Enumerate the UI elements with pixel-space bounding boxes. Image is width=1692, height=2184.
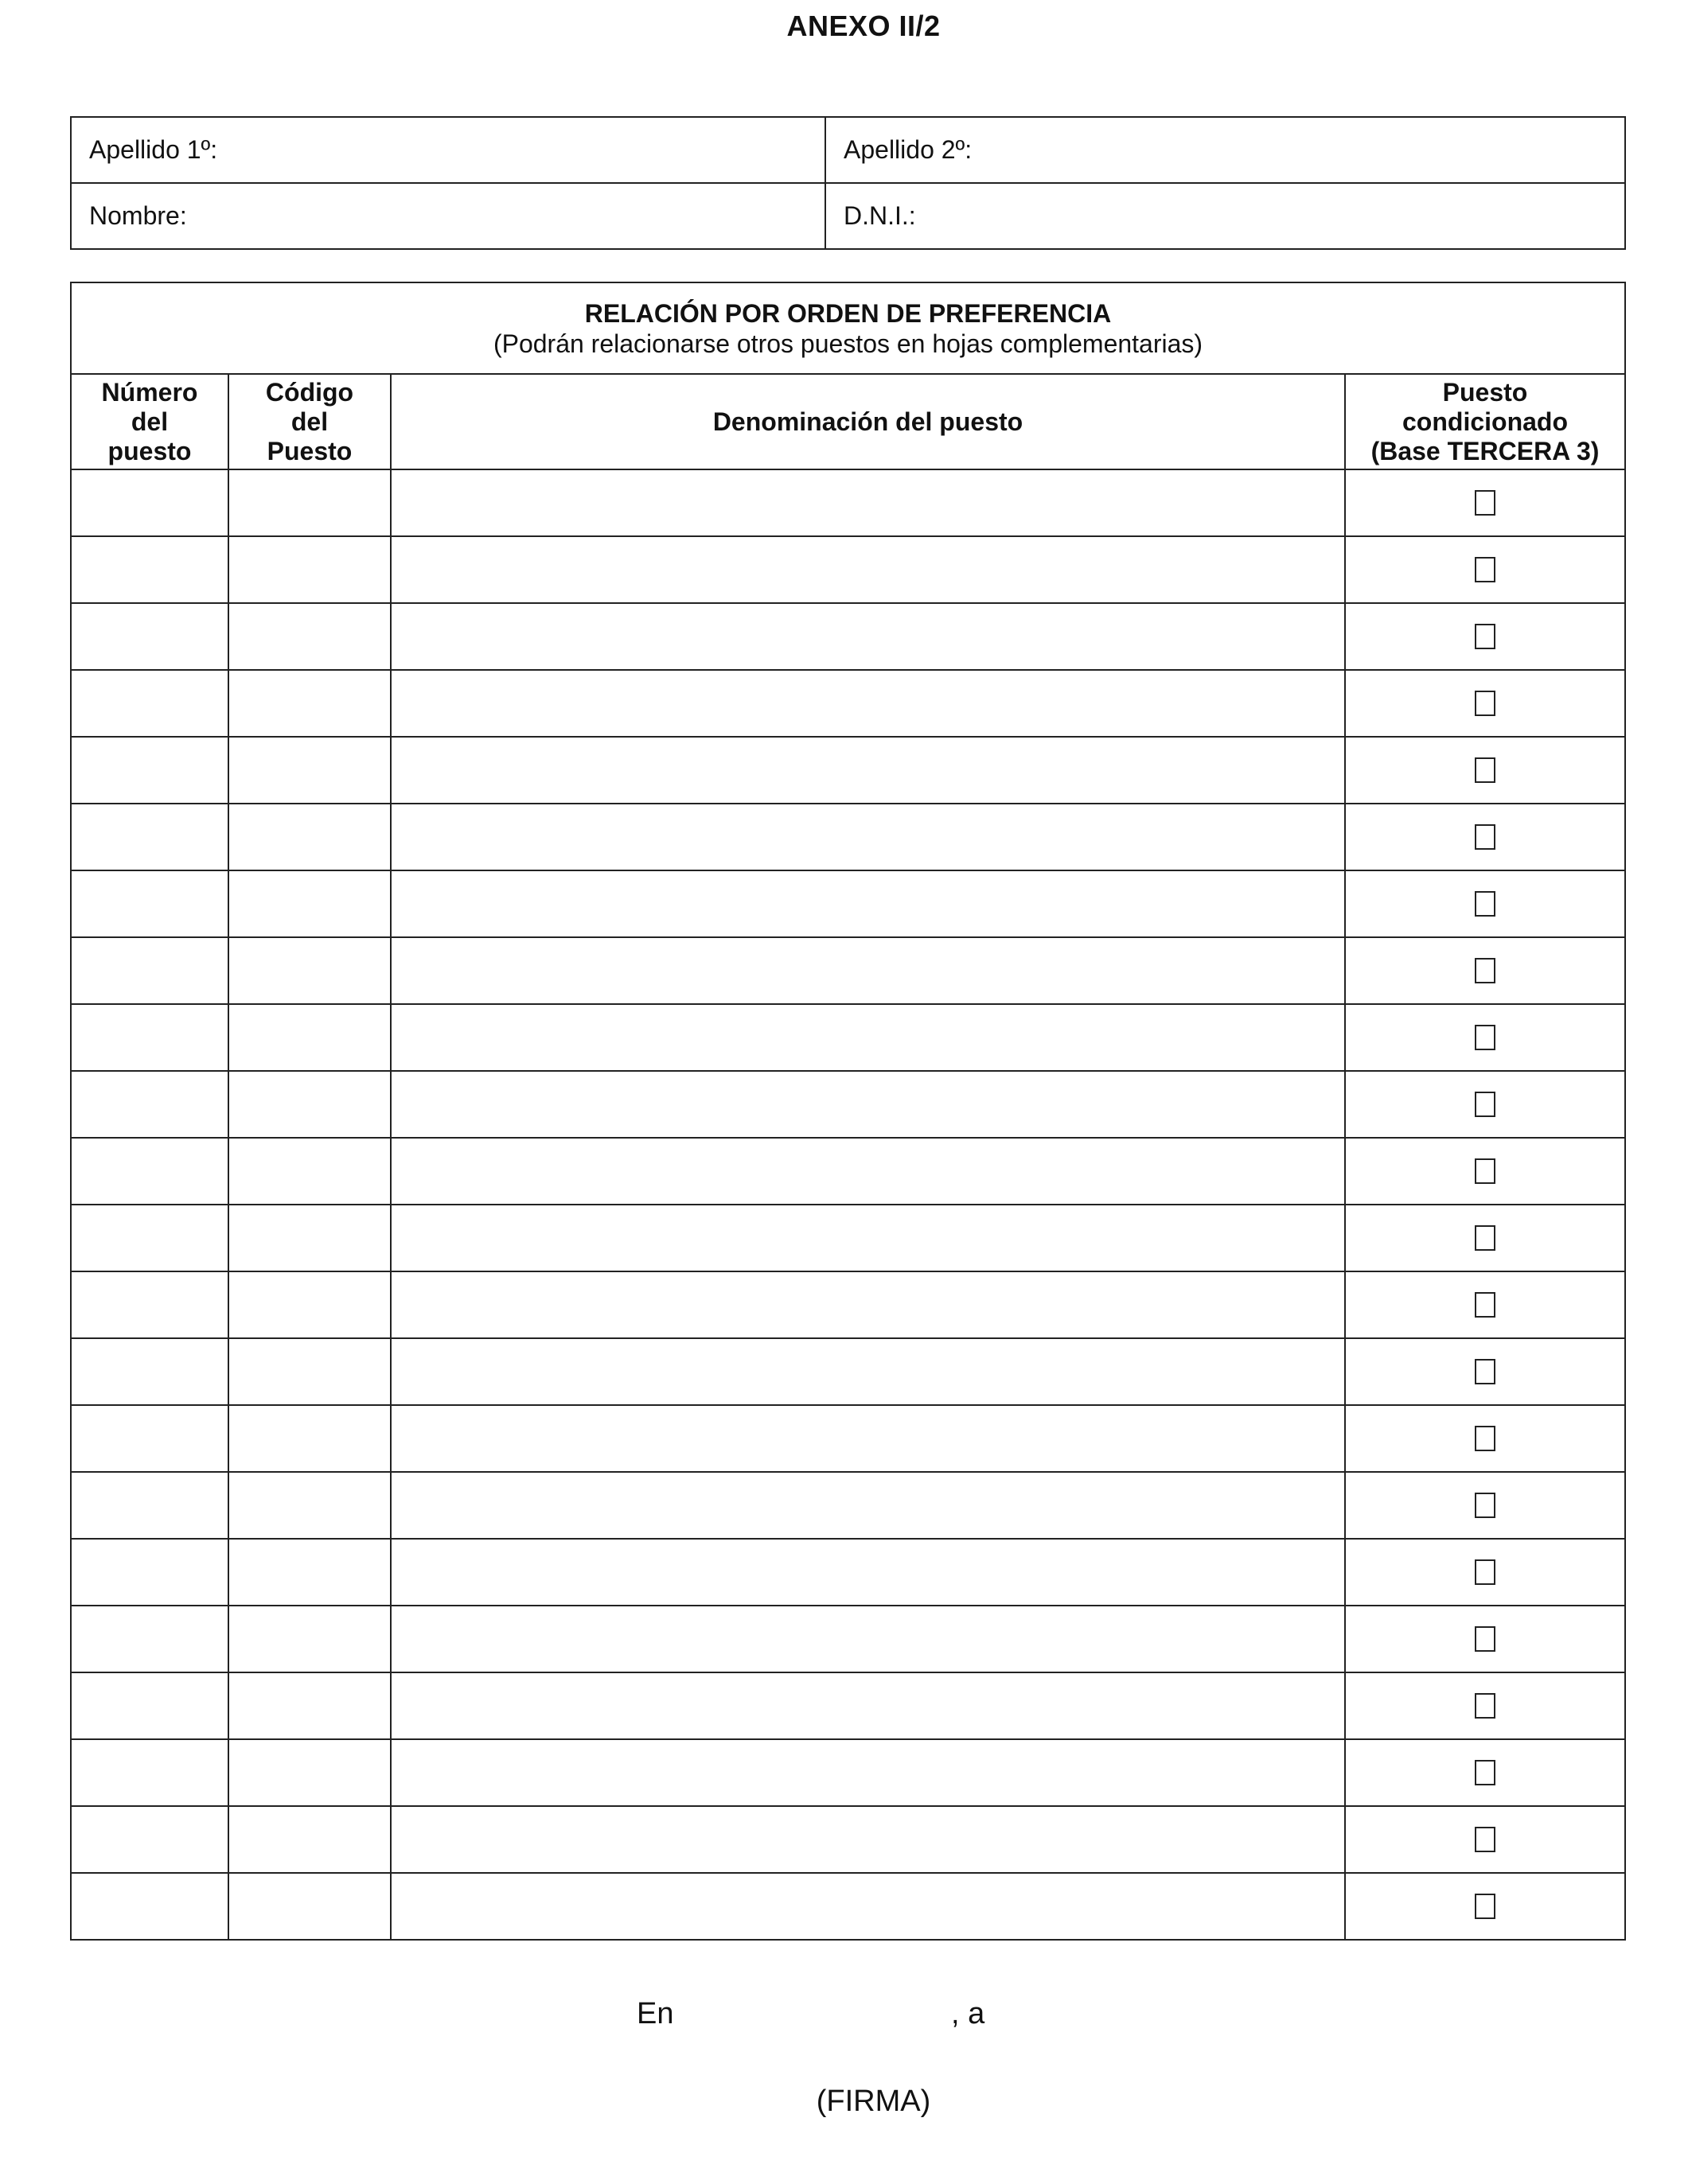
position-number-cell[interactable] [71,1806,228,1873]
position-number-cell[interactable] [71,1405,228,1472]
conditioned-cell [1345,1806,1625,1873]
header-code-line: Código [265,377,354,407]
conditioned-cell [1345,1138,1625,1205]
position-number-cell[interactable] [71,804,228,870]
header-conditioned-line: Puesto [1442,377,1528,407]
conditioned-cell [1345,670,1625,737]
conditioned-cell [1345,1873,1625,1940]
header-code [228,374,391,469]
surname2-field[interactable] [825,117,1625,183]
conditioned-checkbox[interactable] [1475,1760,1495,1785]
position-number-cell[interactable] [71,1606,228,1672]
position-code-cell[interactable] [228,1405,391,1472]
conditioned-checkbox[interactable] [1475,1158,1495,1184]
place-prefix: En [637,1997,674,2030]
table-row [71,1672,1625,1739]
position-code-cell[interactable] [228,804,391,870]
conditioned-cell [1345,1071,1625,1138]
table-row [71,1806,1625,1873]
position-name-cell[interactable] [391,1539,1345,1606]
conditioned-cell [1345,1472,1625,1539]
table-row [71,870,1625,937]
position-number-cell[interactable] [71,1205,228,1271]
conditioned-checkbox[interactable] [1475,1827,1495,1852]
table-row [71,1739,1625,1806]
table-row [71,1606,1625,1672]
header-conditioned-line: condicionado [1402,407,1568,436]
position-name-cell[interactable] [391,1205,1345,1271]
position-number-cell[interactable] [71,1071,228,1138]
position-number-cell[interactable] [71,1138,228,1205]
header-number-line: del [131,407,169,436]
position-name-cell[interactable] [391,937,1345,1004]
name-label: Nombre: [89,201,187,230]
table-row [71,937,1625,1004]
position-name-cell[interactable] [391,1405,1345,1472]
position-name-cell[interactable] [391,536,1345,603]
position-number-cell[interactable] [71,1004,228,1071]
position-code-cell[interactable] [228,603,391,670]
preference-table-title: RELACIÓN POR ORDEN DE PREFERENCIA [584,298,1112,328]
position-code-cell[interactable] [228,536,391,603]
date-prefix: , a [951,1997,985,2030]
personal-data-table [70,116,1626,250]
conditioned-checkbox[interactable] [1475,1092,1495,1117]
conditioned-cell [1345,804,1625,870]
position-code-cell[interactable] [228,1071,391,1138]
table-row [71,1539,1625,1606]
conditioned-checkbox[interactable] [1475,1025,1495,1050]
table-row [71,737,1625,804]
conditioned-checkbox[interactable] [1475,490,1495,516]
conditioned-cell [1345,536,1625,603]
conditioned-cell [1345,1405,1625,1472]
position-code-cell[interactable] [228,1739,391,1806]
name-field[interactable] [71,183,825,249]
conditioned-checkbox[interactable] [1475,1693,1495,1719]
table-row [71,1138,1625,1205]
position-name-cell[interactable] [391,1338,1345,1405]
position-number-cell[interactable] [71,670,228,737]
conditioned-cell [1345,1606,1625,1672]
position-name-cell[interactable] [391,1004,1345,1071]
page-title: ANEXO II/2 [786,10,941,42]
conditioned-cell [1345,469,1625,536]
table-row [71,469,1625,536]
header-code-line: del [290,407,329,436]
conditioned-checkbox[interactable] [1475,757,1495,783]
position-name-cell[interactable] [391,469,1345,536]
table-row [71,1405,1625,1472]
conditioned-checkbox[interactable] [1475,891,1495,917]
conditioned-cell [1345,1539,1625,1606]
conditioned-cell [1345,1004,1625,1071]
position-number-cell[interactable] [71,737,228,804]
position-name-cell[interactable] [391,737,1345,804]
header-conditioned [1345,374,1625,469]
conditioned-checkbox[interactable] [1475,1359,1495,1384]
conditioned-checkbox[interactable] [1475,1559,1495,1585]
position-name-cell[interactable] [391,1806,1345,1873]
position-code-cell[interactable] [228,670,391,737]
position-name-cell[interactable] [391,1873,1345,1940]
table-row [71,670,1625,737]
header-conditioned-line: (Base TERCERA 3) [1370,436,1600,465]
signature-label: (FIRMA) [816,2085,931,2118]
conditioned-cell [1345,1672,1625,1739]
position-code-cell[interactable] [228,469,391,536]
conditioned-cell [1345,1739,1625,1806]
position-number-cell[interactable] [71,1338,228,1405]
position-code-cell[interactable] [228,1873,391,1940]
position-code-cell[interactable] [228,1271,391,1338]
position-code-cell[interactable] [228,1672,391,1739]
position-code-cell[interactable] [228,1338,391,1405]
conditioned-checkbox[interactable] [1475,691,1495,716]
position-code-cell[interactable] [228,1205,391,1271]
position-name-cell[interactable] [391,1672,1345,1739]
conditioned-checkbox[interactable] [1475,1894,1495,1919]
position-code-cell[interactable] [228,937,391,1004]
position-code-cell[interactable] [228,1004,391,1071]
conditioned-checkbox[interactable] [1475,1225,1495,1251]
position-number-cell[interactable] [71,469,228,536]
position-name-cell[interactable] [391,1606,1345,1672]
header-number-line: Número [101,377,198,407]
position-name-cell[interactable] [391,870,1345,937]
preference-table-subtitle: (Podrán relacionarse otros puestos en hojas complementarias) [493,329,1203,358]
table-row [71,1205,1625,1271]
surname2-label: Apellido 2º: [844,135,973,164]
table-row [71,603,1625,670]
preference-rows [71,469,1625,1940]
table-row [71,1873,1625,1940]
position-number-cell[interactable] [71,870,228,937]
conditioned-checkbox[interactable] [1475,1493,1495,1518]
conditioned-cell [1345,1338,1625,1405]
position-code-cell[interactable] [228,1472,391,1539]
table-row [71,1338,1625,1405]
surname1-field[interactable] [71,117,825,183]
position-name-cell[interactable] [391,1739,1345,1806]
position-code-cell[interactable] [228,1606,391,1672]
dni-field[interactable] [825,183,1625,249]
position-number-cell[interactable] [71,1873,228,1940]
position-number-cell[interactable] [71,1271,228,1338]
position-code-cell[interactable] [228,1806,391,1873]
header-code-line: Puesto [267,436,353,465]
position-number-cell[interactable] [71,1472,228,1539]
table-row [71,1271,1625,1338]
position-code-cell[interactable] [228,1138,391,1205]
preference-table-caption [71,282,1625,374]
position-number-cell[interactable] [71,536,228,603]
position-name-cell[interactable] [391,1071,1345,1138]
position-name-cell[interactable] [391,1138,1345,1205]
surname1-label: Apellido 1º: [89,135,218,164]
position-name-cell[interactable] [391,804,1345,870]
position-code-cell[interactable] [228,1539,391,1606]
table-row [71,1004,1625,1071]
position-name-cell[interactable] [391,1472,1345,1539]
position-number-cell[interactable] [71,1672,228,1739]
position-name-cell[interactable] [391,1271,1345,1338]
position-number-cell[interactable] [71,1539,228,1606]
position-number-cell[interactable] [71,603,228,670]
table-row [71,1071,1625,1138]
conditioned-cell [1345,1205,1625,1271]
place-date-line [637,1997,985,2031]
conditioned-checkbox[interactable] [1475,824,1495,850]
position-number-cell[interactable] [71,1739,228,1806]
position-code-cell[interactable] [228,870,391,937]
conditioned-checkbox[interactable] [1475,958,1495,983]
table-row [71,1472,1625,1539]
conditioned-cell [1345,603,1625,670]
conditioned-checkbox[interactable] [1475,1426,1495,1451]
position-number-cell[interactable] [71,937,228,1004]
header-number-line: puesto [107,436,192,465]
header-number [71,374,228,469]
conditioned-checkbox[interactable] [1475,624,1495,649]
preference-table [70,282,1626,1941]
table-row [71,804,1625,870]
conditioned-cell [1345,870,1625,937]
conditioned-checkbox[interactable] [1475,557,1495,582]
conditioned-cell [1345,737,1625,804]
conditioned-checkbox[interactable] [1475,1626,1495,1652]
position-name-cell[interactable] [391,670,1345,737]
position-code-cell[interactable] [228,737,391,804]
conditioned-checkbox[interactable] [1475,1292,1495,1318]
dni-label: D.N.I.: [844,201,916,230]
conditioned-cell [1345,1271,1625,1338]
conditioned-cell [1345,937,1625,1004]
table-row [71,536,1625,603]
position-name-cell[interactable] [391,603,1345,670]
header-position-name: Denominación del puesto [391,374,1345,469]
